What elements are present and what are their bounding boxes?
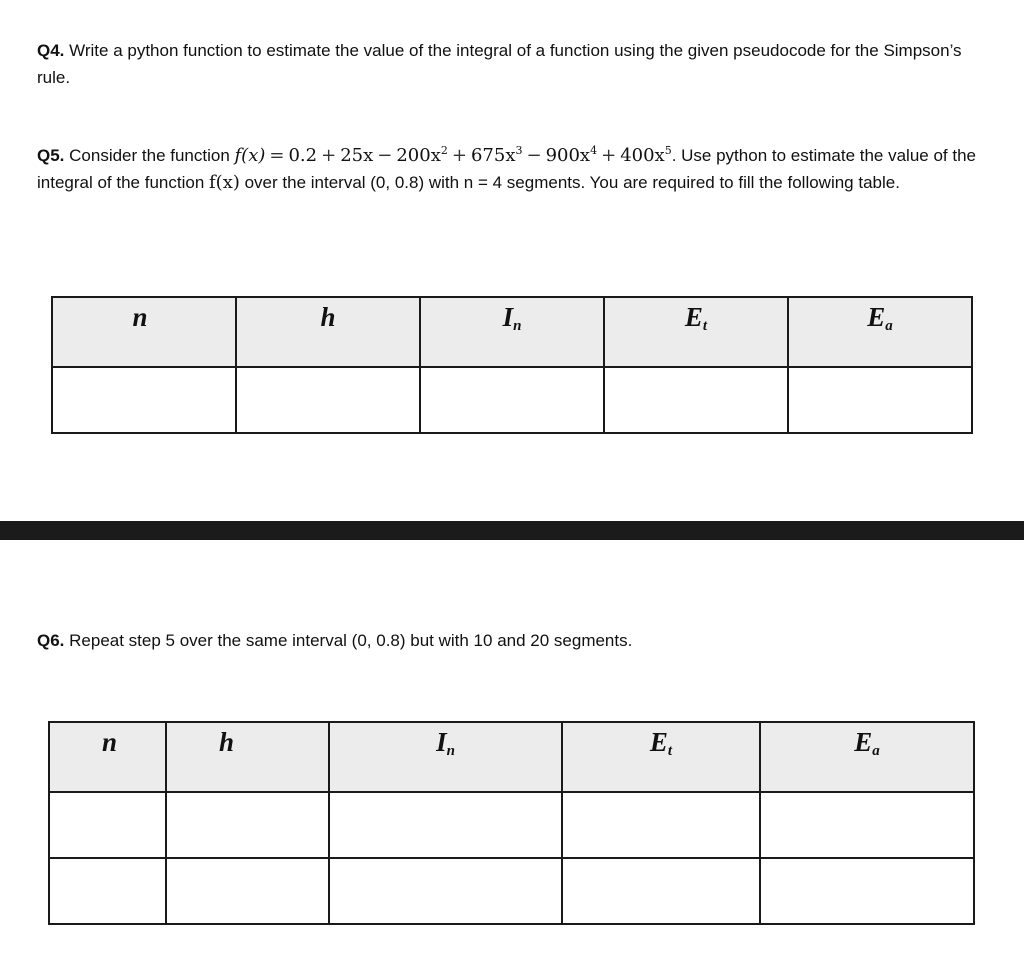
formula-term-2: 200x [396,145,441,166]
table-header-row [49,722,974,792]
table-row [49,792,974,858]
table-cell [49,792,166,858]
formula-term-1: 25x [340,145,374,166]
function-symbol: f(x) [209,172,240,193]
header-h: h [236,297,420,367]
header-true-error: $E_t$ [562,722,760,792]
header-approx-error: $E_a$ [788,297,972,367]
question-6 [37,627,987,654]
formula-term-2-exp: 2 [440,144,448,157]
question-6-label: Q6. [37,631,65,650]
question-4 [37,37,987,91]
header-true-error: $E_t$ [604,297,788,367]
formula-lhs: f(x) [234,145,266,166]
header-n: n [52,297,236,367]
section-divider [0,521,1024,540]
table-cell [49,858,166,924]
results-table-q5 [51,296,973,434]
header-approx-error: $E_a$ [760,722,974,792]
question-5-text-end: over the interval (0, 0.8) with n = 4 segments. You are required to fill the following table. [239,173,900,192]
table-header-row [52,297,972,367]
formula-constant: 0.2 [288,145,318,166]
table-cell [562,792,760,858]
function-formula [235,145,672,166]
table-cell [562,858,760,924]
formula-term-5: 400x [620,145,665,166]
header-integral: $I_n$ [329,722,562,792]
header-n: n [49,722,166,792]
header-h: h [166,722,329,792]
header-integral: $I_n$ [420,297,604,367]
table-cell [52,367,236,433]
table-cell [604,367,788,433]
question-5-text-intro: Consider the function [64,146,235,165]
question-5 [37,142,987,196]
table-cell [788,367,972,433]
question-4-label: Q4. [37,41,65,60]
table-cell [166,792,329,858]
results-table-q6 [48,721,975,925]
formula-minus-1: − [377,145,393,166]
table-cell [760,858,974,924]
table-cell [760,792,974,858]
question-6-text: Repeat step 5 over the same interval (0, 0.8) but with 10 and 20 segments. [64,631,633,650]
formula-minus-2: − [526,145,542,166]
formula-equals: = [269,145,285,166]
table-cell [420,367,604,433]
formula-plus-2: + [451,145,467,166]
question-4-text: Write a python function to estimate the value of the integral of a function using the given pseudocode for the Simpson’s rule. [37,41,962,87]
table-cell [329,792,562,858]
formula-term-4-exp: 4 [590,144,598,157]
table-cell [236,367,420,433]
table-cell [166,858,329,924]
formula-term-5-exp: 5 [664,144,672,157]
formula-plus-3: + [601,145,617,166]
formula-plus-1: + [321,145,337,166]
formula-term-3-exp: 3 [515,144,523,157]
table-cell [329,858,562,924]
table-row [49,858,974,924]
question-5-text-middle: . Use python to estimate the value of the integral of the function [37,146,976,192]
question-5-label: Q5. [37,146,65,165]
table-row [52,367,972,433]
formula-term-4: 900x [545,145,591,166]
formula-term-3: 675x [470,145,516,166]
